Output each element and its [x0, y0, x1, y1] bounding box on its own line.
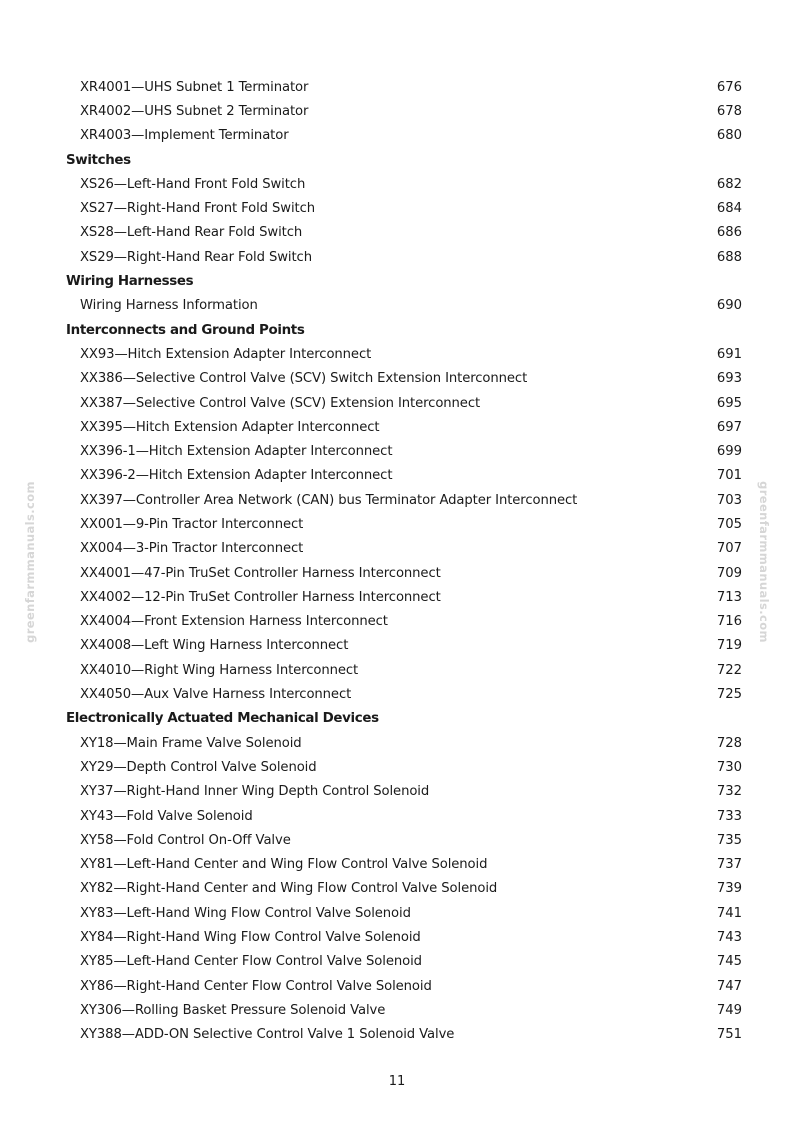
toc-entry[interactable]	[66, 585, 742, 609]
toc-entry[interactable]	[66, 877, 742, 901]
toc-entry-page-number: 716	[716, 614, 742, 630]
toc-entry-title: XX4004—Front Extension Harness Interconnect	[80, 614, 388, 630]
toc-entry-page-number: 676	[716, 79, 742, 95]
toc-entry-title: XY37—Right-Hand Inner Wing Depth Control Solenoid	[80, 784, 430, 800]
toc-entry[interactable]	[66, 780, 742, 804]
toc-entry-page-number: 680	[716, 128, 742, 144]
toc-entry-title: XY43—Fold Valve Solenoid	[80, 808, 253, 824]
toc-entry-page-number: 732	[716, 784, 742, 800]
toc-entry[interactable]	[66, 610, 742, 634]
toc-entry-page-number: 722	[716, 662, 742, 678]
section-heading-label: Wiring Harnesses	[66, 274, 194, 290]
toc-entry-title: XY83—Left-Hand Wing Flow Control Valve Solenoid	[80, 905, 411, 921]
toc-entry-title: XX386—Selective Control Valve (SCV) Switch Extension Interconnect	[80, 371, 528, 387]
toc-entry-page-number: 709	[716, 565, 742, 581]
toc-entry-title: Wiring Harness Information	[80, 298, 258, 314]
section-heading	[66, 707, 742, 731]
toc-entry[interactable]	[66, 828, 742, 852]
toc-entry-page-number: 688	[716, 249, 742, 265]
toc-entry[interactable]	[66, 537, 742, 561]
toc-entry-page-number: 699	[716, 444, 742, 460]
toc-entry-title: XX395—Hitch Extension Adapter Interconnect	[80, 419, 380, 435]
toc-entry-page-number: 751	[716, 1027, 742, 1043]
toc-entry-title: XY82—Right-Hand Center and Wing Flow Control Valve Solenoid	[80, 881, 498, 897]
page-number: 11	[388, 1074, 406, 1089]
toc-entry[interactable]	[66, 901, 742, 925]
toc-entry-title: XX396-2—Hitch Extension Adapter Interconnect	[80, 468, 393, 484]
toc-entry[interactable]	[66, 658, 742, 682]
toc-entry-page-number: 735	[716, 832, 742, 848]
toc-entry[interactable]	[66, 196, 742, 220]
toc-entry-title: XY18—Main Frame Valve Solenoid	[80, 735, 302, 751]
table-of-contents	[66, 75, 742, 1047]
toc-entry[interactable]	[66, 124, 742, 148]
toc-entry-page-number: 690	[716, 298, 742, 314]
toc-entry-title: XR4002—UHS Subnet 2 Terminator	[80, 103, 309, 119]
toc-entry[interactable]	[66, 950, 742, 974]
watermark-left: greenfarmmanuals.com	[23, 481, 37, 643]
toc-entry[interactable]	[66, 391, 742, 415]
toc-entry-page-number: 733	[716, 808, 742, 824]
toc-entry-page-number: 697	[716, 419, 742, 435]
toc-entry[interactable]	[66, 439, 742, 463]
section-heading-label: Interconnects and Ground Points	[66, 322, 305, 338]
toc-entry-title: XX4001—47-Pin TruSet Controller Harness Interconnect	[80, 565, 441, 581]
toc-entry-title: XX396-1—Hitch Extension Adapter Interconnect	[80, 444, 393, 460]
section-heading	[66, 318, 742, 342]
toc-entry-title: XX4008—Left Wing Harness Interconnect	[80, 638, 349, 654]
toc-entry[interactable]	[66, 245, 742, 269]
toc-entry-page-number: 719	[716, 638, 742, 654]
toc-entry-title: XS29—Right-Hand Rear Fold Switch	[80, 249, 312, 265]
toc-entry[interactable]	[66, 99, 742, 123]
toc-entry-title: XX4010—Right Wing Harness Interconnect	[80, 662, 359, 678]
toc-entry-page-number: 707	[716, 541, 742, 557]
toc-entry-page-number: 713	[716, 589, 742, 605]
toc-entry[interactable]	[66, 853, 742, 877]
toc-entry[interactable]	[66, 731, 742, 755]
toc-entry[interactable]	[66, 512, 742, 536]
toc-entry[interactable]	[66, 294, 742, 318]
toc-entry-page-number: 725	[716, 687, 742, 703]
toc-entry[interactable]	[66, 804, 742, 828]
toc-entry-title: XX4002—12-Pin TruSet Controller Harness Interconnect	[80, 589, 441, 605]
toc-entry-title: XY29—Depth Control Valve Solenoid	[80, 759, 317, 775]
toc-entry-page-number: 705	[716, 516, 742, 532]
toc-entry[interactable]	[66, 172, 742, 196]
toc-entry-title: XS28—Left-Hand Rear Fold Switch	[80, 225, 303, 241]
toc-entry[interactable]	[66, 75, 742, 99]
toc-entry-page-number: 693	[716, 371, 742, 387]
toc-entry[interactable]	[66, 488, 742, 512]
toc-entry[interactable]	[66, 925, 742, 949]
toc-entry[interactable]	[66, 998, 742, 1022]
toc-entry-page-number: 678	[716, 103, 742, 119]
toc-entry-title: XS26—Left-Hand Front Fold Switch	[80, 176, 306, 192]
toc-entry-page-number: 730	[716, 759, 742, 775]
toc-entry[interactable]	[66, 221, 742, 245]
toc-entry[interactable]	[66, 974, 742, 998]
section-heading-label: Switches	[66, 152, 131, 168]
toc-entry-title: XR4001—UHS Subnet 1 Terminator	[80, 79, 309, 95]
section-heading	[66, 148, 742, 172]
toc-entry[interactable]	[66, 415, 742, 439]
section-heading-label: Electronically Actuated Mechanical Devices	[66, 711, 379, 727]
toc-entry-page-number: 728	[716, 735, 742, 751]
toc-entry-page-number: 703	[716, 492, 742, 508]
toc-entry[interactable]	[66, 367, 742, 391]
toc-entry-title: XY84—Right-Hand Wing Flow Control Valve Solenoid	[80, 930, 421, 946]
toc-entry-title: XY306—Rolling Basket Pressure Solenoid Valve	[80, 1002, 386, 1018]
toc-entry-page-number: 741	[716, 905, 742, 921]
toc-entry-page-number: 695	[716, 395, 742, 411]
toc-entry-page-number: 743	[716, 930, 742, 946]
toc-entry-page-number: 749	[716, 1002, 742, 1018]
toc-entry-page-number: 682	[716, 176, 742, 192]
toc-entry-page-number: 747	[716, 978, 742, 994]
toc-entry-title: XR4003—Implement Terminator	[80, 128, 289, 144]
toc-entry-page-number: 739	[716, 881, 742, 897]
toc-entry[interactable]	[66, 561, 742, 585]
toc-entry-page-number: 684	[716, 201, 742, 217]
toc-entry[interactable]	[66, 755, 742, 779]
toc-entry-title: XY388—ADD-ON Selective Control Valve 1 Solenoid Valve	[80, 1027, 455, 1043]
section-heading	[66, 269, 742, 293]
toc-entry-title: XX93—Hitch Extension Adapter Interconnect	[80, 346, 372, 362]
toc-entry[interactable]	[66, 464, 742, 488]
toc-entry-title: XX001—9-Pin Tractor Interconnect	[80, 516, 304, 532]
toc-entry-page-number: 686	[716, 225, 742, 241]
toc-entry-title: XY85—Left-Hand Center Flow Control Valve Solenoid	[80, 954, 422, 970]
toc-entry-title: XX387—Selective Control Valve (SCV) Extension Interconnect	[80, 395, 481, 411]
toc-entry-title: XY81—Left-Hand Center and Wing Flow Control Valve Solenoid	[80, 857, 488, 873]
toc-entry[interactable]	[66, 634, 742, 658]
toc-entry-title: XY58—Fold Control On-Off Valve	[80, 832, 291, 848]
toc-entry-title: XX4050—Aux Valve Harness Interconnect	[80, 687, 352, 703]
toc-entry-page-number: 691	[716, 346, 742, 362]
toc-entry[interactable]	[66, 1023, 742, 1047]
toc-entry-title: XS27—Right-Hand Front Fold Switch	[80, 201, 316, 217]
toc-entry-title: XY86—Right-Hand Center Flow Control Valve Solenoid	[80, 978, 432, 994]
toc-entry-title: XX397—Controller Area Network (CAN) bus Terminator Adapter Interconnect	[80, 492, 578, 508]
toc-entry-page-number: 737	[716, 857, 742, 873]
toc-entry-title: XX004—3-Pin Tractor Interconnect	[80, 541, 304, 557]
toc-entry-page-number: 701	[716, 468, 742, 484]
watermark-right: greenfarmmanuals.com	[757, 481, 771, 643]
toc-entry[interactable]	[66, 342, 742, 366]
toc-entry[interactable]	[66, 682, 742, 706]
toc-entry-page-number: 745	[716, 954, 742, 970]
